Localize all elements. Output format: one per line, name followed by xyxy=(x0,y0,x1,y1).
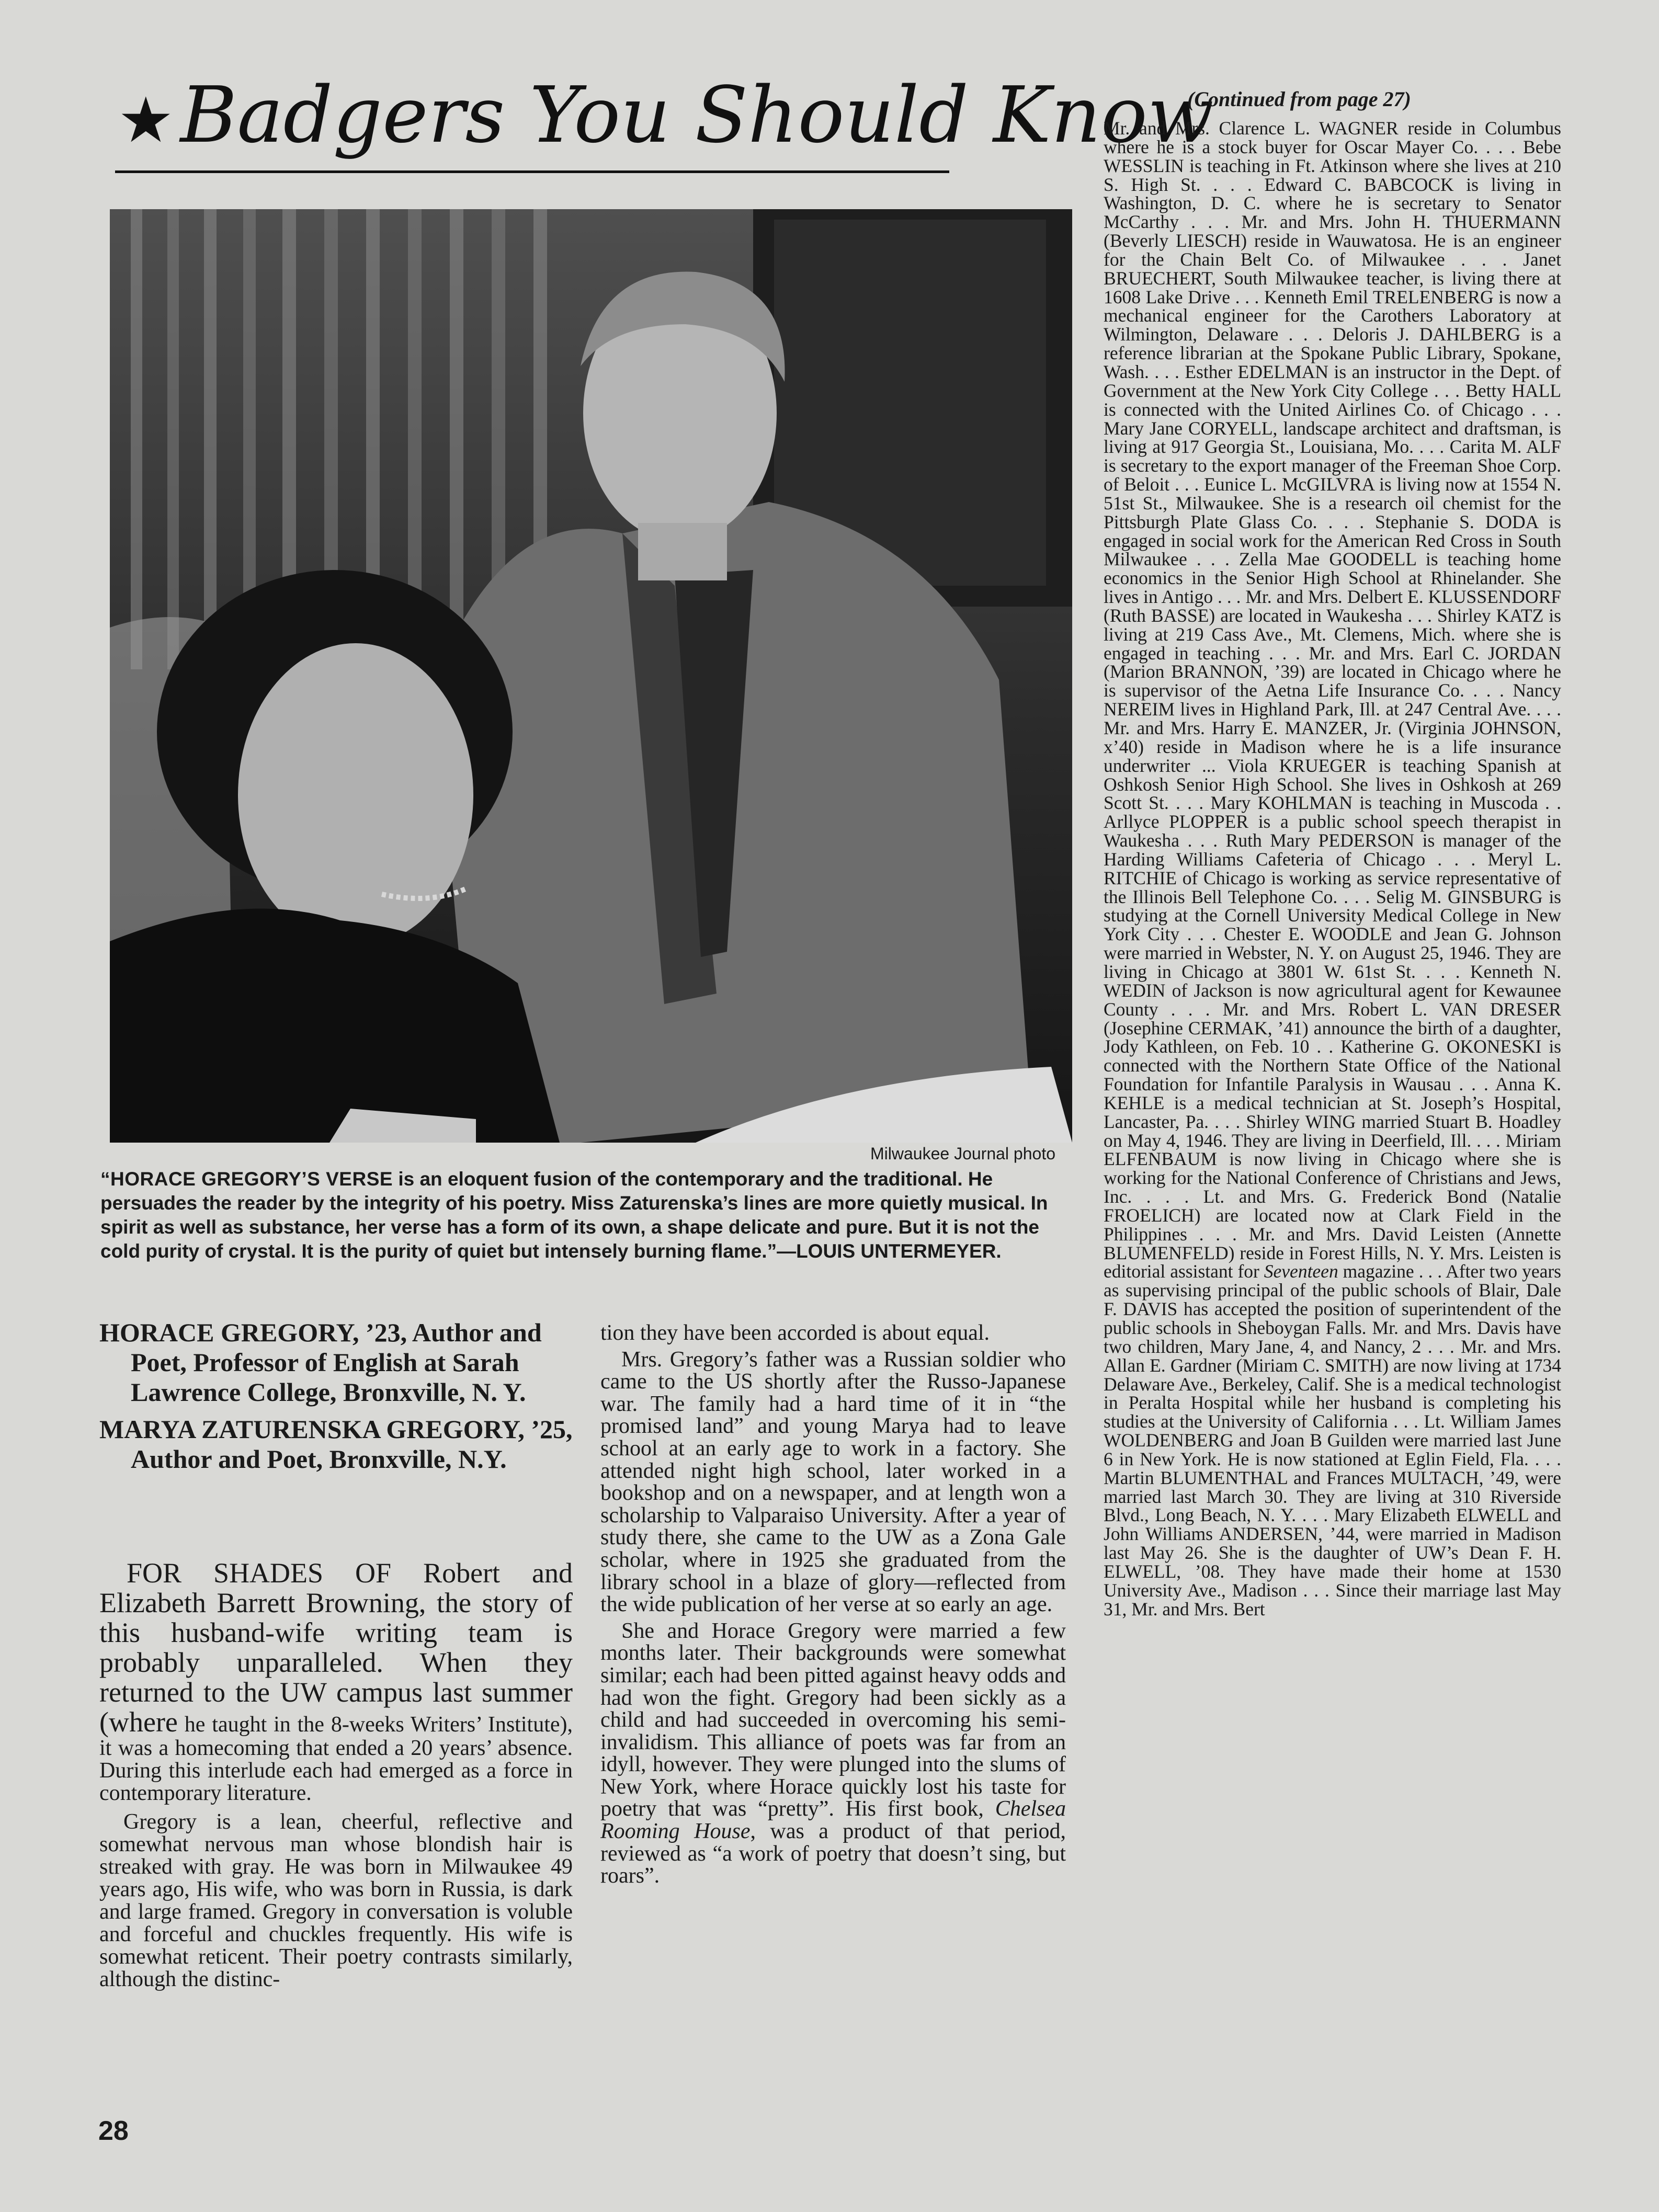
article-lede: FOR SHADES OF Robert and Elizabeth Barrett Browning, the story of this husband-wife writing team is probably unparalleled. When they returned to the UW campus last summer (where xyxy=(99,1557,573,1738)
article-lede-paragraph xyxy=(99,1558,573,1805)
alumni-notes-text: magazine . . . After two years as supervising principal of the public schools of Blair, Dale F. DAVIS has accepted the position of superintendent of the public schools in Sheboygan Falls. Mr. and Mrs. Davis have two children, Mary Jane, 4, and Nancy, 2 . . . Mr. and Mrs. Allan E. Gardner (Miriam C. SMITH) are now living at 1734 Delaware Ave., Berkeley, Calif. She is a medical technologist in Peralta Hospital while her husband is completing his studies at the University of California . . . Lt. William James WOLDENBERG and Joan B Guilden were married last June 6 in New York. He is now stationed at Eglin Field, Fla. . . . Martin BLUMENTHAL and Frances MULTACH, ’49, were married last March 30. They are living at 310 Riverside Blvd., Long Beach, N. Y. . . . Mary Elizabeth ELWELL and John Williams ANDERSEN, ’44, were married in Madison last May 26. She is the daughter of UW’s Dean F. H. ELWELL, ’08. They have made their home at 1530 University Ave., Madison . . . Since their marriage last May 31, Mr. and Mrs. Bert xyxy=(1104,1261,1561,1620)
article-lede-rest: he taught in the 8-weeks Writers’ Institute), it was a homecoming that ended a 20 years’ absence. During this interlude each had emerged as a force in contemporary literature. xyxy=(99,1713,573,1805)
star-icon: ★ xyxy=(118,84,174,157)
article-paragraph: Gregory is a lean, cheerful, reflective and somewhat nervous man whose blondish hair is streaked with gray. He was born in Milwaukee 49 years ago, His wife, who was born in Russia, is dark and large framed. Gregory in conversation is voluble and forceful and chuckles frequently. His wife is somewhat reticent. Their poetry contrasts similarly, although the distinc- xyxy=(99,1810,573,1991)
section-heading xyxy=(118,68,1214,162)
heading-rule xyxy=(115,170,949,173)
section-title: Badgers You Should Know xyxy=(180,70,1214,160)
article-middle-column xyxy=(600,1322,1066,1891)
continued-notice: (Continued from page 27) xyxy=(1187,87,1411,111)
photo-illustration xyxy=(110,209,1072,1143)
bio-heading xyxy=(99,1318,573,1481)
photo-credit: Milwaukee Journal photo xyxy=(870,1144,1055,1163)
caption-text: is an eloquent fusion of the contemporary and the traditional. He persuades the reader by the integrity of his poetry. Miss Zaturenska’s lines are more quietly musical. In spirit as well as substance, her verse has a form of its own, a shape delicate and pure. But it is not the cold purity of crystal. It is the purity of quiet but intensely burning flame.”—LOUIS UNTERMEYER. xyxy=(100,1168,1048,1262)
magazine-title: Seventeen xyxy=(1264,1261,1338,1282)
bio-entry-marya: MARYA ZATURENSKA GREGORY, ’25, Author and Poet, Bronxville, N.Y. xyxy=(99,1415,573,1474)
portrait-photo xyxy=(110,209,1072,1143)
bio-entry-horace: HORACE GREGORY, ’23, Author and Poet, Professor of English at Sarah Lawrence College, Bronxville, N. Y. xyxy=(99,1318,542,1407)
alumni-notes-column xyxy=(1104,119,1561,2117)
article-paragraph: Mrs. Gregory’s father was a Russian soldier who came to the US shortly after the Russo-Japanese war. The family had a hard time of it in “the promised land” and young Marya had to leave school at an early age to work in a factory. She attended night high school, later worked in a bookshop and on a newspaper, and at length won a scholarship to Valparaiso University. After a year of study there, she came to the UW as a Zona Gale scholar, where in 1925 she graduated from the library school in a blaze of glory—reflected from the wide publication of her verse at so early an age. xyxy=(600,1347,1066,1617)
caption-lead: “HORACE GREGORY’S VERSE xyxy=(100,1168,393,1190)
article-text: , was a product of that period, reviewed as “a work of poetry that doesn’t sing, but roars”. xyxy=(600,1819,1066,1888)
alumni-notes-text: Mr. and Mrs. Clarence L. WAGNER reside in Columbus where he is a stock buyer for Oscar Mayer Co. . . . Bebe WESSLIN is teaching in Ft. Atkinson where she lives at 210 S. High St. . . . Edward C. BABCOCK is living in Washington, D. C. where he is secretary to Senator McCarthy . . . Mr. and Mrs. John H. THUERMANN (Beverly LIESCH) reside in Wauwatosa. He is an engineer for the Chain Belt Co. of Milwaukee . . . Janet BRUECHERT, South Milwaukee teacher, is living there at 1608 Lake Drive . . . Kenneth Emil TRELENBERG is now a mechanical engineer for the Carothers Laboratory at Wilmington, Delaware . . . Deloris J. DAHLBERG is a reference librarian at the Spokane Public Library, Spokane, Wash. . . . Esther EDELMAN is an instructor in the Dept. of Government at the New York City College . . . Betty HALL is connected with the United Airlines Co. of Chicago . . . Mary Jane CORYELL, landscape architect and draftsman, is living at 917 Georgia St., Louisiana, Mo. . . . Carita M. ALF is secretary to the export manager of the Freeman Shoe Corp. of Beloit . . . Eunice L. McGILVRA is living now at 1554 N. 51st St., Milwaukee. She is a research oil chemist for the Pittsburgh Plate Glass Co. . . . Stephanie S. DODA is engaged in social work for the American Red Cross in South Milwaukee . . . Zella Mae GOODELL is teaching home economics in the Senior High School at Rhinelander. She lives in Antigo . . . Mr. and Mrs. Delbert E. KLUSSENDORF (Ruth BASSE) are located in Waukesha . . . Shirley KATZ is living at 219 Cass Ave., Mt. Clemens, Mich. where she is engaged in teaching . . . Mr. and Mrs. Earl C. JORDAN (Marion BRANNON, ’39) are located in Chicago where he is supervisor of the Aetna Life Insurance Co. . . . Nancy NEREIM lives in Highland Park, Ill. at 247 Central Ave. . . . Mr. and Mrs. Harry E. MANZER, Jr. (Virginia JOHNSON, x’40) reside in Madison where he is a life insurance underwriter ... Viola KRUEGER is teaching Spanish at Oshkosh Senior High School. She lives in Oshkosh at 269 Scott St. . . . Mary KOHLMAN is teaching in Muscoda . . Arllyce PLOPPER is a public school speech therapist in Waukesha . . . Ruth Mary PEDERSON is manager of the Harding Williams Cafeteria of Chicago . . . Meryl L. RITCHIE of Chicago is working as service representative of the Illinois Bell Telephone Co. . . . Selig M. GINSBURG is studying at the Cornell University Medical College in New York City . . . Chester E. WOODLE and Jean G. Johnson were married in Webster, N. Y. on August 25, 1946. They are living in Chicago at 3801 W. 61st St. . . . Kenneth N. WEDIN of Jackson is now agricultural agent for Kewaunee County . . . Mr. and Mrs. Robert L. VAN DRESER (Josephine CERMAK, ’41) announce the birth of a daughter, Jody Kathleen, on Feb. 10 . . Katherine G. OKONESKI is connected with the Northern State Office of the National Foundation for Infantile Paralysis in Wausau . . . Anna K. KEHLE is a medical technician at St. Joseph’s Hospital, Lancaster, Pa. . . . Shirley WING married Stuart B. Hoadley on May 4, 1946. They are living in Deerfield, Ill. . . . Miriam ELFENBAUM is now living in Chicago where she is working for the National Conference of Christians and Jews, Inc. . . . Lt. and Mrs. G. Frederick Bond (Natalie FROELICH) are located now at Clark Field in the Philippines . . . Mr. and Mrs. David Leisten (Annette BLUMENFELD) reside in Forest Hills, N. Y. Mrs. Leisten is editorial assistant for xyxy=(1104,119,1561,1282)
article-text: She and Horace Gregory were married a few months later. Their backgrounds were somewhat similar; each had been pitted against heavy odds and had won the fight. Gregory had been sickly as a child and had succeeded in overcoming his semi-invalidism. This alliance of poets was far from an idyll, however. They were plunged into the slums of New York, where Horace quickly lost his taste for poetry that was “pretty”. His first book, xyxy=(600,1618,1066,1821)
photo-caption xyxy=(100,1167,1068,1263)
article-paragraph: tion they have been accorded is about equal. xyxy=(600,1321,990,1345)
page-number: 28 xyxy=(98,2116,129,2146)
article-left-column xyxy=(99,1558,573,1996)
book-title: Chelsea Rooming House xyxy=(600,1797,1066,1844)
article-paragraph xyxy=(600,1620,1066,1887)
